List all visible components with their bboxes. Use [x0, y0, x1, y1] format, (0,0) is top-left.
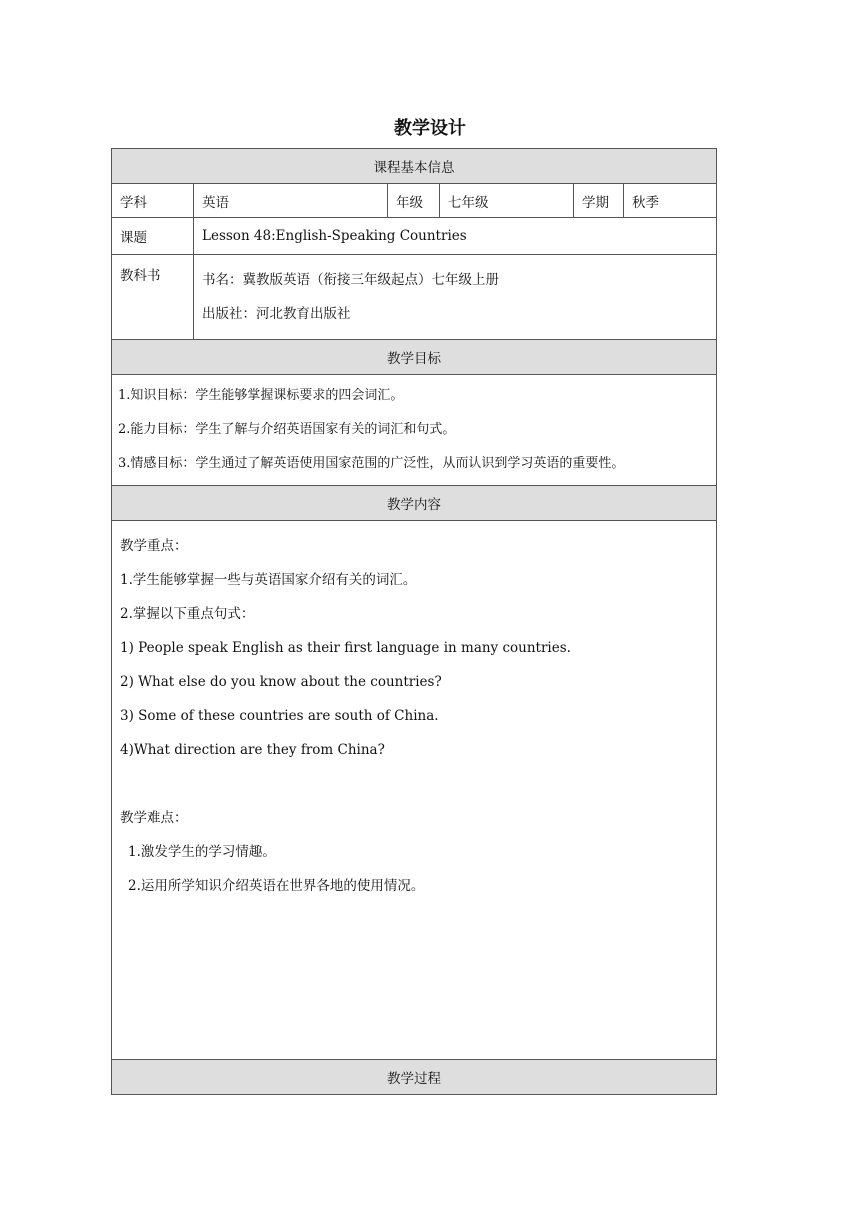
course-info-row [112, 184, 717, 218]
content-cell [112, 521, 717, 1060]
key-sentence: 3) Some of these countries are south of China. [120, 708, 439, 724]
objective-item: 1.知识目标：学生能够掌握课标要求的四会词汇。 [118, 388, 404, 403]
objective-item: 3.情感目标：学生通过了解英语使用国家范围的广泛性，从而认识到学习英语的重要性。 [118, 456, 625, 471]
key-point-item: 1.学生能够掌握一些与英语国家介绍有关的词汇。 [120, 572, 417, 588]
document-title: 教学设计 [394, 118, 466, 139]
difficulty-item: 2.运用所学知识介绍英语在世界各地的使用情况。 [128, 878, 425, 894]
key-sentence: 1) People speak English as their first language in many countries. [120, 640, 571, 656]
objective-item: 2.能力目标：学生了解与介绍英语国家有关的词汇和句式。 [118, 422, 456, 437]
topic-label: 课题 [112, 218, 194, 255]
term-value: 秋季 [624, 184, 717, 218]
section-process: 教学过程 [112, 1060, 717, 1095]
key-points-heading: 教学重点： [120, 538, 188, 554]
grade-label: 年级 [388, 184, 440, 218]
difficulties-heading: 教学难点： [120, 810, 188, 826]
textbook-row [112, 255, 717, 340]
objectives-cell [112, 375, 717, 486]
topic-value: Lesson 48:English-Speaking Countries [194, 218, 717, 255]
textbook-name: 书名：冀教版英语（衔接三年级起点）七年级上册 [202, 272, 499, 288]
section-content: 教学内容 [112, 486, 717, 521]
term-label: 学期 [574, 184, 624, 218]
spacer [120, 767, 708, 801]
section-basic-info: 课程基本信息 [112, 149, 717, 184]
grade-value: 七年级 [440, 184, 574, 218]
key-point-item: 2.掌握以下重点句式： [120, 606, 255, 622]
section-header-row [112, 1060, 717, 1095]
lesson-plan-table [111, 148, 717, 1095]
difficulty-item: 1.激发学生的学习情趣。 [128, 844, 276, 860]
section-header-row [112, 486, 717, 521]
content-row [112, 521, 717, 1060]
key-sentence: 2) What else do you know about the countries? [120, 674, 442, 690]
section-objectives: 教学目标 [112, 340, 717, 375]
subject-value: 英语 [194, 184, 388, 218]
section-header-row [112, 340, 717, 375]
textbook-label: 教科书 [112, 255, 194, 340]
section-header-row [112, 149, 717, 184]
subject-label: 学科 [112, 184, 194, 218]
key-sentence: 4)What direction are they from China? [120, 742, 385, 758]
objectives-row [112, 375, 717, 486]
textbook-publisher: 出版社：河北教育出版社 [202, 306, 351, 322]
textbook-info [194, 255, 717, 340]
topic-row [112, 218, 717, 255]
